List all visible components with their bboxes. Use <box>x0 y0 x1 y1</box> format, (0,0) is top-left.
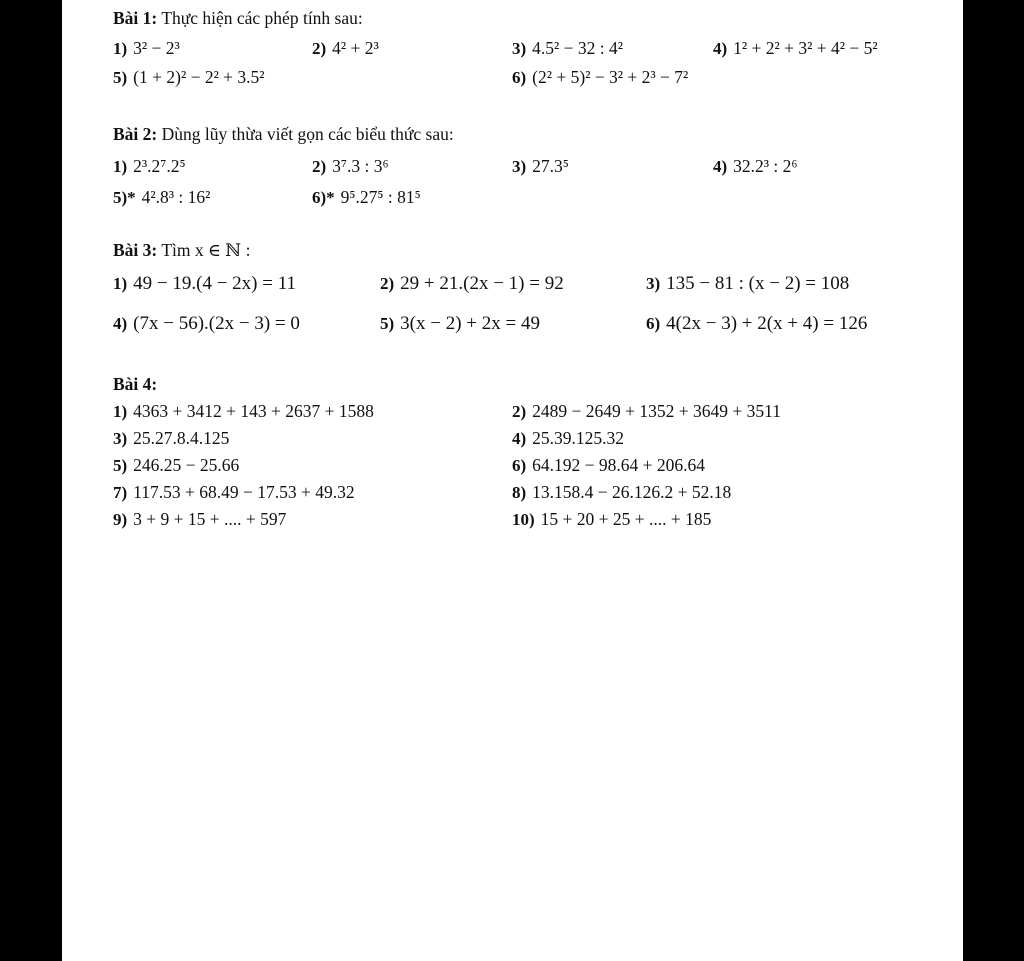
item-number: 5) <box>113 68 128 87</box>
item-number: 6) <box>512 456 527 475</box>
bai3-item-1 <box>113 273 296 295</box>
item-number: 3) <box>512 157 527 176</box>
item-expression: 4(2x − 3) + 2(x + 4) = 126 <box>666 313 868 334</box>
item-number: 2) <box>512 402 527 421</box>
bai1-item-3 <box>512 38 623 59</box>
item-number: 8) <box>512 483 527 502</box>
item-expression: 3 + 9 + 15 + .... + 597 <box>133 509 287 529</box>
bai1-title: Bài 1: <box>113 8 158 28</box>
item-number: 6) <box>512 68 527 87</box>
item-expression: 1² + 2² + 3² + 4² − 5² <box>733 38 878 58</box>
bai2-heading <box>113 124 454 145</box>
bai4-title: Bài 4: <box>113 374 158 394</box>
bai3-item-4 <box>113 313 300 335</box>
bai2-item-3 <box>512 156 569 177</box>
item-number: 1) <box>113 39 128 58</box>
item-expression: 117.53 + 68.49 − 17.53 + 49.32 <box>133 482 355 502</box>
item-number: 5)* <box>113 188 136 207</box>
item-number: 10) <box>512 510 535 529</box>
item-number: 4) <box>713 157 728 176</box>
bai4-item-5 <box>113 455 239 476</box>
bai1-item-4 <box>713 38 878 59</box>
item-expression: 32.2³ : 2⁶ <box>733 156 798 176</box>
item-expression: 9⁵.27⁵ : 81⁵ <box>340 187 421 207</box>
bai3-item-6 <box>646 313 867 335</box>
bai2-item-6 <box>312 187 421 208</box>
bai1-item-2 <box>312 38 379 59</box>
bai3-item-3 <box>646 273 849 295</box>
item-expression: 3² − 2³ <box>133 38 180 58</box>
item-expression: 29 + 21.(2x − 1) = 92 <box>400 273 564 294</box>
item-expression: 246.25 − 25.66 <box>133 455 240 475</box>
bai1-item-5 <box>113 67 265 88</box>
bai2-item-4 <box>713 156 798 177</box>
item-number: 1) <box>113 274 128 293</box>
bai4-heading <box>113 374 157 395</box>
bai3-title: Bài 3: <box>113 240 158 260</box>
bai4-item-10 <box>512 509 711 530</box>
item-number: 3) <box>646 274 661 293</box>
item-expression: 64.192 − 98.64 + 206.64 <box>532 455 706 475</box>
bai4-item-9 <box>113 509 286 530</box>
bai2-title: Bài 2: <box>113 124 158 144</box>
item-number: 4) <box>713 39 728 58</box>
item-number: 6)* <box>312 188 335 207</box>
item-expression: 3(x − 2) + 2x = 49 <box>400 313 540 334</box>
item-number: 7) <box>113 483 128 502</box>
bai2-item-2 <box>312 156 389 177</box>
bai3-item-2 <box>380 273 564 295</box>
item-expression: (2² + 5)² − 3² + 2³ − 7² <box>532 67 689 87</box>
bai4-item-1 <box>113 401 374 422</box>
item-expression: (7x − 56).(2x − 3) = 0 <box>133 313 300 334</box>
item-number: 3) <box>113 429 128 448</box>
item-expression: 25.27.8.4.125 <box>133 428 230 448</box>
item-number: 2) <box>312 39 327 58</box>
bai3-heading <box>113 240 251 261</box>
bai4-item-7 <box>113 482 355 503</box>
bai1-item-1 <box>113 38 180 59</box>
bai1-heading <box>113 8 363 29</box>
bai4-item-3 <box>113 428 229 449</box>
worksheet-page <box>62 0 963 961</box>
bai4-item-2 <box>512 401 781 422</box>
bai2-item-5 <box>113 187 210 208</box>
item-number: 5) <box>380 314 395 333</box>
item-expression: 2489 − 2649 + 1352 + 3649 + 3511 <box>532 401 781 421</box>
item-expression: 2³.2⁷.2⁵ <box>133 156 186 176</box>
item-number: 3) <box>512 39 527 58</box>
item-expression: 15 + 20 + 25 + .... + 185 <box>540 509 712 529</box>
item-expression: (1 + 2)² − 2² + 3.5² <box>133 67 265 87</box>
bai2-item-1 <box>113 156 186 177</box>
item-expression: 3⁷.3 : 3⁶ <box>332 156 389 176</box>
item-number: 4) <box>512 429 527 448</box>
item-number: 6) <box>646 314 661 333</box>
item-expression: 27.3⁵ <box>532 156 569 176</box>
item-expression: 4.5² − 32 : 4² <box>532 38 624 58</box>
item-number: 2) <box>312 157 327 176</box>
bai2-instruction: Dùng lũy thừa viết gọn các biểu thức sau: <box>161 124 454 144</box>
item-expression: 135 − 81 : (x − 2) = 108 <box>666 273 850 294</box>
item-number: 1) <box>113 157 128 176</box>
item-expression: 49 − 19.(4 − 2x) = 11 <box>133 273 297 294</box>
item-expression: 13.158.4 − 26.126.2 + 52.18 <box>532 482 732 502</box>
bai4-item-4 <box>512 428 624 449</box>
bai4-item-6 <box>512 455 705 476</box>
bai4-item-8 <box>512 482 731 503</box>
item-expression: 4² + 2³ <box>332 38 379 58</box>
item-number: 1) <box>113 402 128 421</box>
bai3-instruction: Tìm x ∈ ℕ : <box>161 240 251 260</box>
item-number: 4) <box>113 314 128 333</box>
bai1-item-6 <box>512 67 688 88</box>
item-number: 2) <box>380 274 395 293</box>
item-number: 5) <box>113 456 128 475</box>
bai1-instruction: Thực hiện các phép tính sau: <box>161 8 363 28</box>
item-expression: 4².8³ : 16² <box>141 187 211 207</box>
bai3-item-5 <box>380 313 540 335</box>
item-number: 9) <box>113 510 128 529</box>
item-expression: 4363 + 3412 + 143 + 2637 + 1588 <box>133 401 374 421</box>
item-expression: 25.39.125.32 <box>532 428 625 448</box>
